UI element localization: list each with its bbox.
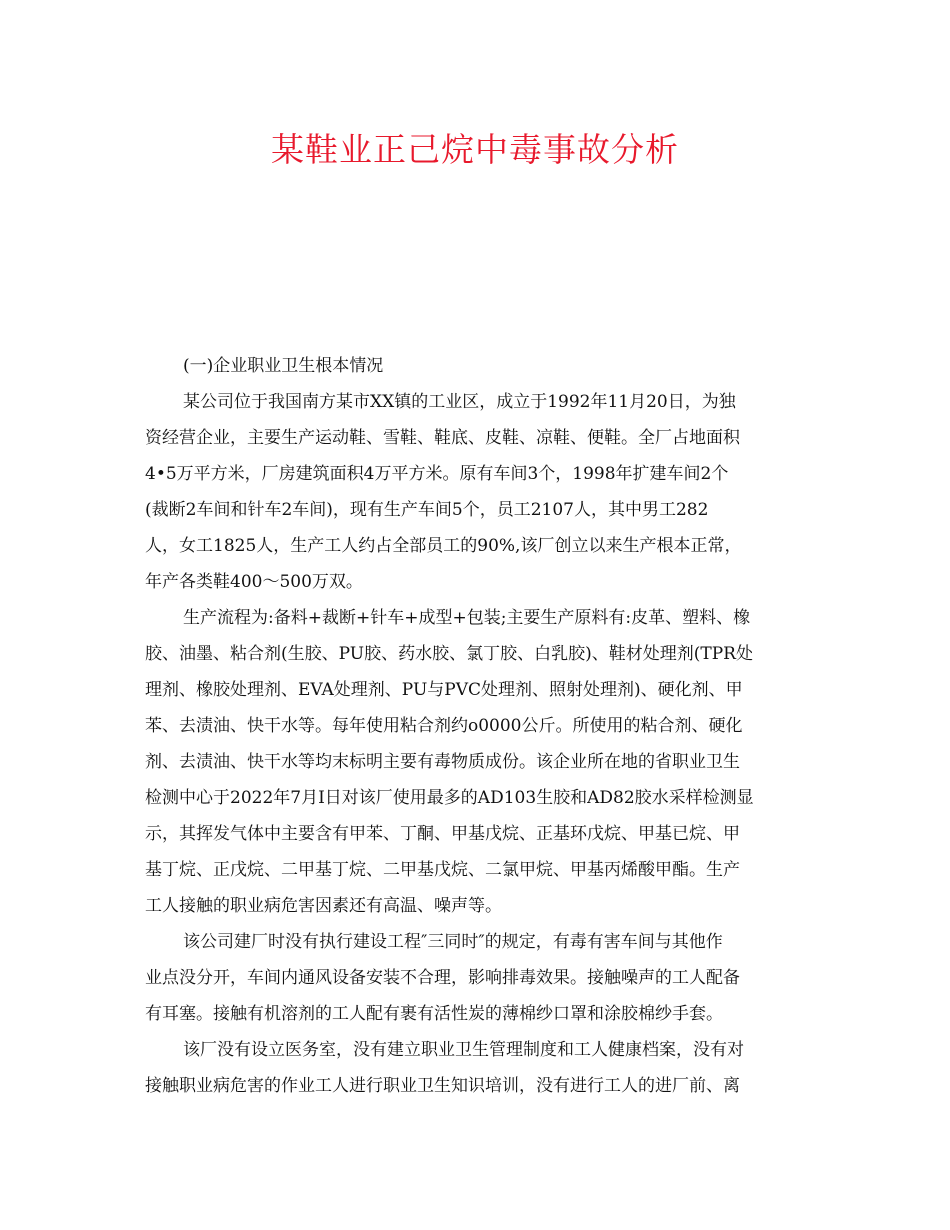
section-heading: (一)企业职业卫生根本情况	[183, 356, 384, 376]
paragraph-line: 年产各类鞋400～500万双。	[145, 572, 363, 592]
paragraph-line: 工人接触的职业病危害因素还有高温、噪声等。	[145, 896, 502, 916]
paragraph-line: 某公司位于我国南方某市XX镇的工业区，成立于1992年11月20日，为独	[183, 392, 736, 412]
paragraph-line: 接触职业病危害的作业工人进行职业卫生知识培训，没有进行工人的进厂前、离	[145, 1076, 740, 1096]
paragraph-line: 理剂、橡胶处理剂、EVA处理剂、PU与PVC处理剂、照射处理剂)、硬化剂、甲	[145, 680, 743, 700]
paragraph-line: 检测中心于2022年7月I日对该厂使用最多的AD103生胶和AD82胶水采样检测显	[145, 788, 754, 808]
paragraph-line: 4•5万平方米，厂房建筑面积4万平方米。原有车间3个，1998年扩建车间2个	[145, 464, 729, 484]
paragraph-line: 基丁烷、正戊烷、二甲基丁烷、二甲基戊烷、二氯甲烷、甲基丙烯酸甲酯。生产	[145, 860, 740, 880]
paragraph-line: 有耳塞。接触有机溶剂的工人配有裹有活性炭的薄棉纱口罩和涂胶棉纱手套。	[145, 1004, 723, 1024]
paragraph-line: 胶、油墨、粘合剂(生胶、PU胶、药水胶、氯丁胶、白乳胶)、鞋材处理剂(TPR处	[145, 644, 753, 664]
paragraph-line: (裁断2车间和针车2车间)，现有生产车间5个，员工2107人，其中男工282	[145, 500, 709, 520]
paragraph-line: 资经营企业，主要生产运动鞋、雪鞋、鞋底、皮鞋、凉鞋、便鞋。全厂占地面积	[145, 428, 740, 448]
paragraph-line: 示，其挥发气体中主要含有甲苯、丁酮、甲基戊烷、正基环戊烷、甲基已烷、甲	[145, 824, 740, 844]
paragraph-line: 该公司建厂时没有执行建设工程″三同时″的规定，有毒有害车间与其他作	[183, 932, 723, 952]
document-body	[145, 348, 805, 1104]
paragraph-line: 人，女工1825人，生产工人约占全部员工的90%,该厂创立以来生产根本正常，	[145, 536, 742, 556]
paragraph-line: 苯、去渍油、快干水等。每年使用粘合剂约o0000公斤。所使用的粘合剂、硬化	[145, 716, 743, 736]
paragraph-line: 剂、去渍油、快干水等均末标明主要有毒物质成份。该企业所在地的省职业卫生	[145, 752, 740, 772]
paragraph-line: 生产流程为:备料+裁断+针车+成型+包装;主要生产原料有:皮革、塑料、橡	[183, 608, 751, 628]
paragraph-line: 业点没分开，车间内通风设备安装不合理，影响排毒效果。接触噪声的工人配备	[145, 968, 740, 988]
document-title: 某鞋业正己烷中毒事故分析	[271, 130, 679, 169]
paragraph-line: 该厂没有设立医务室，没有建立职业卫生管理制度和工人健康档案，没有对	[183, 1040, 744, 1060]
